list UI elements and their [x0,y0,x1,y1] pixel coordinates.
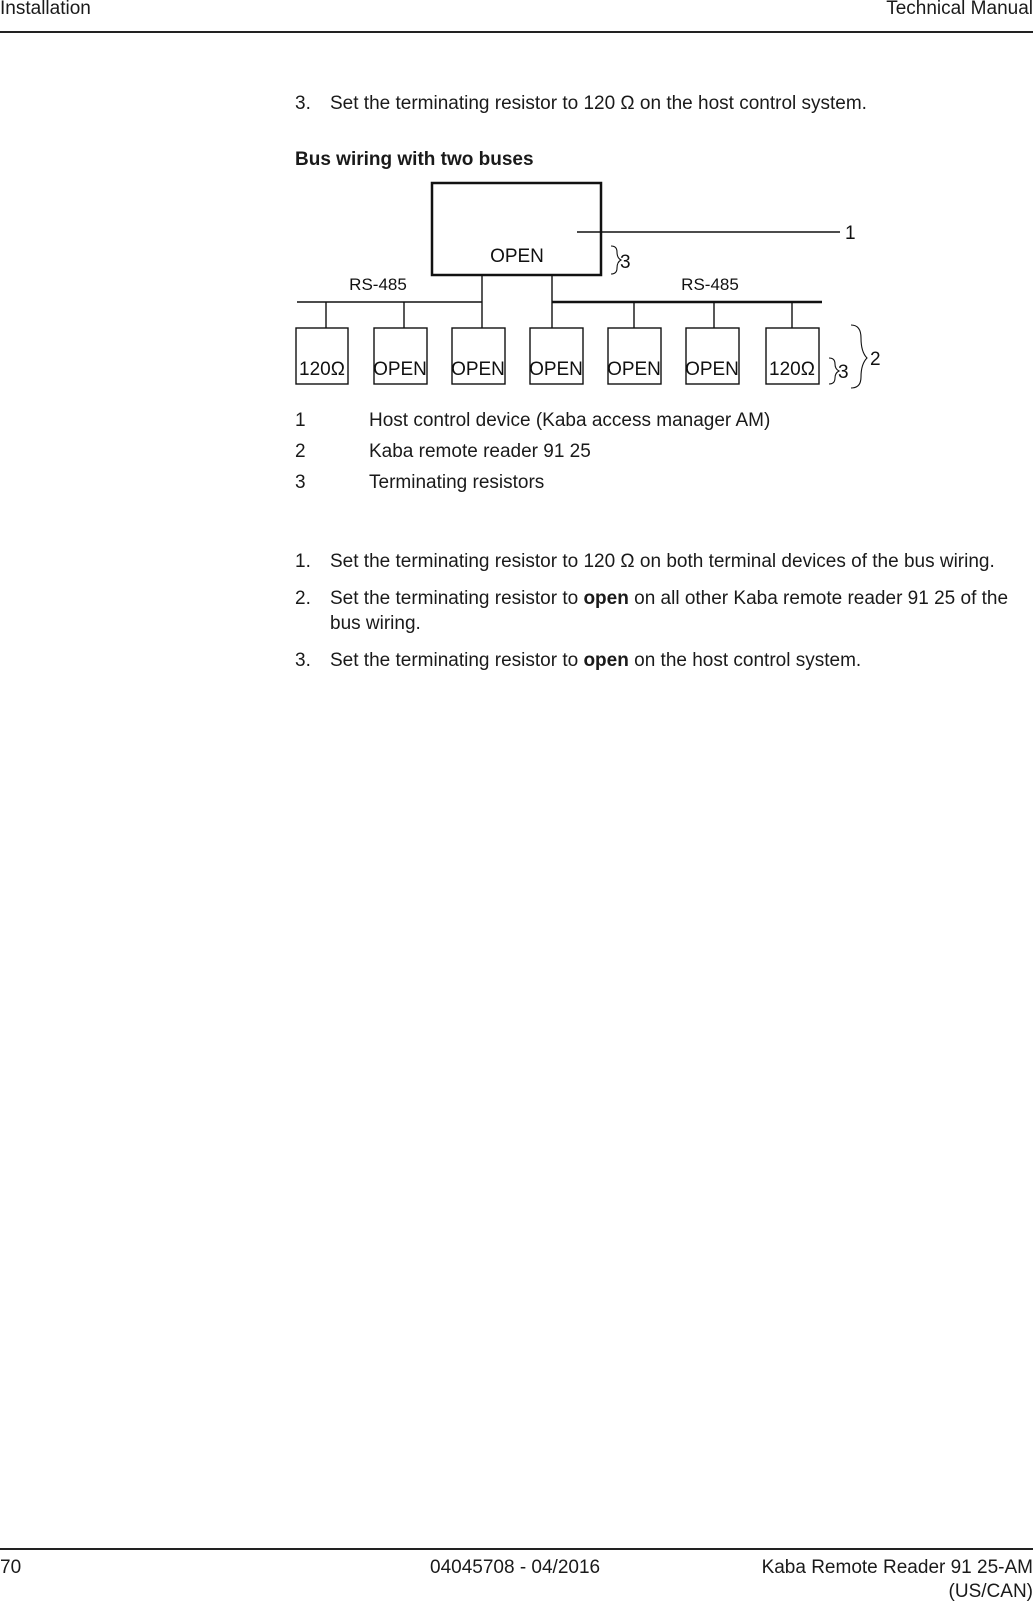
intro-step-text: Set the terminating resistor to 120 Ω on the host control system. [330,93,867,114]
readers-brace [851,325,867,388]
header-section: Installation [0,0,91,19]
step-text: Set the terminating resistor to [330,588,584,609]
reader-device-label: OPEN [685,359,739,380]
reader-device-label: OPEN [451,359,505,380]
step-text: Set the terminating resistor to [330,650,584,671]
reader-device-label: OPEN [607,359,661,380]
step-text: on all other Kaba remote reader 91 25 of the bus wiring. [330,588,1009,634]
header-title: Technical Manual [886,0,1033,19]
footer-rule [0,1548,1033,1550]
instruction-step [295,648,1030,674]
reader-device-label: OPEN [373,359,427,380]
intro-step-number: 3. [295,93,311,114]
instruction-step [295,586,1030,638]
legend-value: Terminating resistors [369,472,545,493]
bus-right-label: RS-485 [681,275,739,294]
reader-device-label: 120Ω [299,359,345,380]
callout-1: 1 [845,223,856,244]
instruction-step [295,549,1030,575]
legend-key: 1 [295,410,306,431]
section-title: Bus wiring with two buses [295,149,534,170]
document-number: 04045708 - 04/2016 [430,1557,601,1578]
bus-left-label: RS-485 [349,275,407,294]
legend-value: Host control device (Kaba access manager AM) [369,410,771,431]
page-number: 70 [0,1557,22,1578]
document-title: Kaba Remote Reader 91 25-AM (US/CAN) [761,1557,1033,1602]
step-emphasis: open [583,588,629,609]
step-number: 3. [295,650,311,671]
legend-key: 3 [295,472,306,493]
reader-device-label: OPEN [529,359,583,380]
callout-2: 2 [870,349,881,370]
legend-value: Kaba remote reader 91 25 [369,441,591,462]
bus-wiring-diagram [0,0,1033,400]
step-number: 2. [295,588,311,609]
reader-device-label: 120Ω [769,359,815,380]
host-device-label: OPEN [490,246,544,267]
step-text: on the host control system. [628,650,862,671]
callout-3-readers: 3 [838,362,849,383]
legend-key: 2 [295,441,306,462]
step-text: Set the terminating resistor to 120 Ω on both terminal devices of the bus wiring. [330,551,995,572]
step-emphasis: open [583,650,629,671]
callout-3-host: 3 [620,252,631,273]
step-number: 1. [295,551,311,572]
